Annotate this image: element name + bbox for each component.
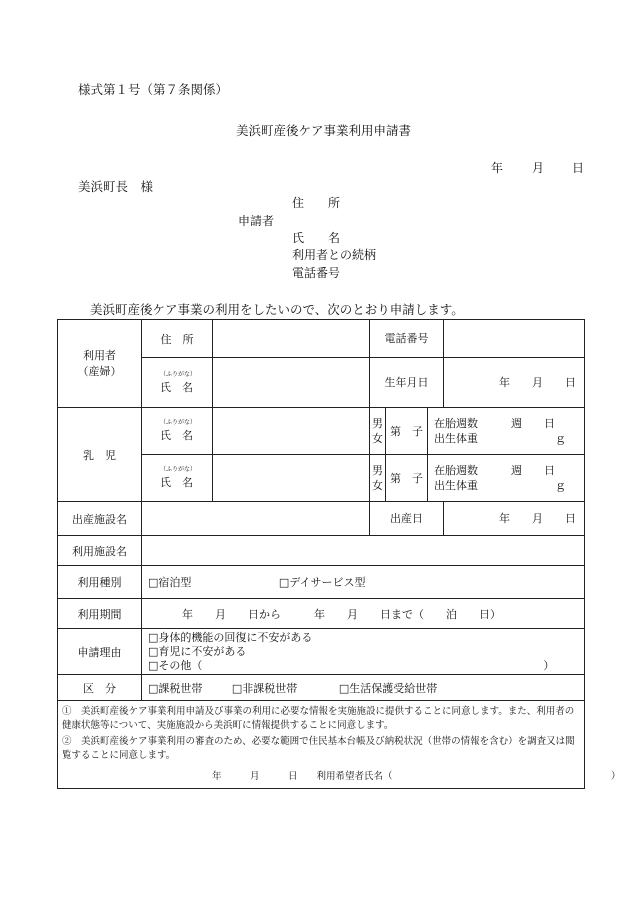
dob-field[interactable]: 年 月 日 [499,376,576,389]
phone-label: 電話番号 [370,320,444,357]
user-name-label: 氏 名 [160,380,193,394]
use-type-label: 利用種別 [58,566,142,599]
applicant-label: 申請者 [238,214,275,228]
applicant-address-label: 住 所 [292,196,341,210]
category-nontaxed-checkbox[interactable]: □非課税世帯 [231,681,298,695]
use-facility-label: 利用施設名 [58,536,142,566]
furigana-label: （ふりがな） [160,370,197,378]
dob-label: 生年月日 [370,358,444,407]
address-field[interactable] [213,320,370,358]
consent-1: ① 美浜町産後ケア事業利用申請及び事業の利用に必要な情報を実施施設に提供することに同意します。また、利用者の健康状態等について、実施施設から美浜町に情報提供することに同意します。 [62,706,575,731]
use-type-options [142,566,585,599]
applicant-phone-label: 電話番号 [292,266,341,280]
category-taxed-checkbox[interactable]: □課税世帯 [148,681,203,695]
form-number: 様式第１号（第７条関係） [78,82,229,97]
infant2-weeks: 在胎週数 週 日 [434,464,555,477]
use-type-day-checkbox[interactable]: □デイサービス型 [278,576,366,589]
infant1-order[interactable]: 第 子 [386,408,428,455]
date-month: 月 [532,161,545,175]
infant2-name-field[interactable] [213,455,370,502]
infant1-sex[interactable]: 男 女 [370,408,386,455]
use-facility-field[interactable] [142,536,585,566]
category-options [142,675,585,701]
reason-label: 申請理由 [58,629,142,675]
infant-label: 乳 児 [58,408,142,502]
birth-facility-field[interactable] [142,502,370,536]
infant1-name-label: 氏 名 [160,429,193,442]
infant1-birth-info[interactable] [428,408,585,455]
reason-other-checkbox[interactable]: □その他（ ） [148,658,555,672]
furigana-label: （ふりがな） [160,466,197,473]
infant2-birth-info[interactable] [428,455,585,502]
category-welfare-checkbox[interactable]: □生活保護受給世帯 [338,681,438,695]
user-name-field[interactable] [213,358,370,408]
use-type-stay-checkbox[interactable]: □宿泊型 [148,576,192,589]
infant2-name-label-cell [142,455,213,502]
birth-date-label: 出産日 [370,502,444,535]
birth-date-field[interactable]: 年 月 日 [499,512,576,525]
reason-options [142,629,585,675]
phone-field[interactable] [444,320,584,357]
intro-text: 美浜町産後ケア事業の利用をしたいので、次のとおり申請します。 [90,302,464,317]
infant1-name-field[interactable] [213,408,370,455]
date-year: 年 [491,161,504,175]
signature-line[interactable]: 年 月 日 利用希望者氏名（ ） [212,771,621,782]
category-label: 区 分 [58,675,142,701]
consent-2: ② 美浜町産後ケア事業利用の審査のため、必要な範囲で住民基本台帳及び納税状況（世帯の情報を含む）を調査又は閲覧することに同意します。 [62,736,575,761]
infant2-name-label: 氏 名 [160,476,193,489]
date-day: 日 [572,161,585,175]
dob-row-cell [370,358,585,408]
address-label: 住 所 [142,320,213,358]
use-period-label: 利用期間 [58,599,142,629]
infant1-name-label-cell [142,408,213,455]
infant1-weeks: 在胎週数 週 日 [434,417,555,430]
user-name-label-cell [142,358,213,408]
consent-cell [58,701,621,789]
applicant-name-label: 氏 名 [292,231,341,245]
infant2-weight: 出生体重 ｇ [434,479,566,492]
furigana-label: （ふりがな） [160,419,197,426]
document-title: 美浜町産後ケア事業利用申請書 [236,123,412,138]
applicant-relation-label: 利用者との続柄 [292,248,377,262]
user-label-cell [58,320,142,408]
addressee: 美浜町長 様 [78,179,154,194]
reason-physical-checkbox[interactable]: □身体的機能の回復に不安がある [148,630,313,644]
infant2-order[interactable]: 第 子 [386,455,428,502]
user-label: 利用者 （産婦） [77,348,122,378]
birth-date-row-cell [370,502,585,536]
reason-childcare-checkbox[interactable]: □育児に不安がある [148,644,247,658]
infant1-weight: 出生体重 ｇ [434,432,566,445]
application-table [57,319,621,789]
infant2-sex[interactable]: 男 女 [370,455,386,502]
phone-row-cell [370,320,585,358]
use-period-field[interactable]: 年 月 日から 年 月 日まで（ 泊 日） [142,599,585,629]
birth-facility-label: 出産施設名 [58,502,142,536]
